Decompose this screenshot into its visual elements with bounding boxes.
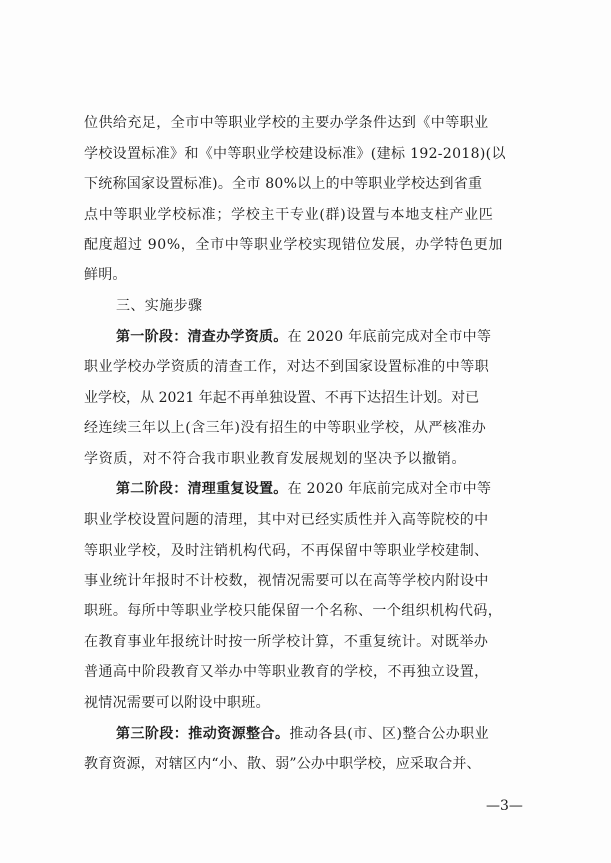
text-line: 鲜明。 xyxy=(84,267,127,283)
text-line: 职业学校设置问题的清理，其中对已经实质性并入高等院校的中 xyxy=(84,512,489,528)
stage-3-text: 推动各县(市、区)整合公办职业 xyxy=(289,726,490,742)
text-line: 学资质，对不符合我市职业教育发展规划的坚决予以撤销。 xyxy=(84,451,467,467)
stage-2-title: 第二阶段：清理重复设置。 xyxy=(116,481,288,497)
text-line: 普通高中阶段教育又举办中等职业教育的学校，不再独立设置， xyxy=(84,664,489,680)
text-line: 等职业学校，及时注销机构代码，不再保留中等职业学校建制、 xyxy=(84,543,489,559)
text-line: 学校设置标准》和《中等职业学校建设标准》(建标 192-2018)(以 xyxy=(84,146,506,162)
stage-2-text: 在 2020 年底前完成对全市中等 xyxy=(287,481,492,497)
text-line: 经连续三年以上(含三年)没有招生的中等职业学校，从严核准办 xyxy=(84,420,487,436)
page-number: —3— xyxy=(486,798,523,814)
text-line: 职业学校办学资质的清查工作，对达不到国家设置标准的中等职 xyxy=(84,359,490,375)
text-line: 配度超过 90%，全市中等职业学校实现错位发展，办学特色更加 xyxy=(84,237,504,253)
text-line xyxy=(116,479,491,499)
text-line xyxy=(116,327,491,347)
text-line xyxy=(116,724,489,744)
text-line: 教育资源，对辖区内“小、散、弱”公办中职学校，应采取合并、 xyxy=(84,756,481,772)
text-line: 在教育事业年报统计时按一所学校计算，不重复统计。对既举办 xyxy=(84,634,489,650)
text-line: 事业统计年报时不计校数，视情况需要可以在高等学校内附设中 xyxy=(84,573,489,589)
section-heading: 三、实施步骤 xyxy=(116,298,203,314)
text-line: 位供给充足，全市中等职业学校的主要办学条件达到《中等职业 xyxy=(84,115,489,131)
text-line: 下统称国家设置标准)。全市 80%以上的中等职业学校达到省重 xyxy=(84,176,483,192)
text-line: 视情况需要可以附设中职班。 xyxy=(84,695,270,711)
text-line: 职班。每所中等职业学校只能保留一个名称、一个组织机构代码， xyxy=(84,603,503,619)
stage-1-text: 在 2020 年底前完成对全市中等 xyxy=(287,329,492,345)
text-line: 点中等职业学校标准；学校主干专业(群)设置与本地支柱产业匹 xyxy=(84,207,494,223)
text-line: 业学校，从 2021 年起不再单独设置、不再下达招生计划。对已 xyxy=(84,390,480,406)
stage-1-title: 第一阶段：清查办学资质。 xyxy=(116,329,288,345)
stage-3-title: 第三阶段：推动资源整合。 xyxy=(116,726,290,742)
